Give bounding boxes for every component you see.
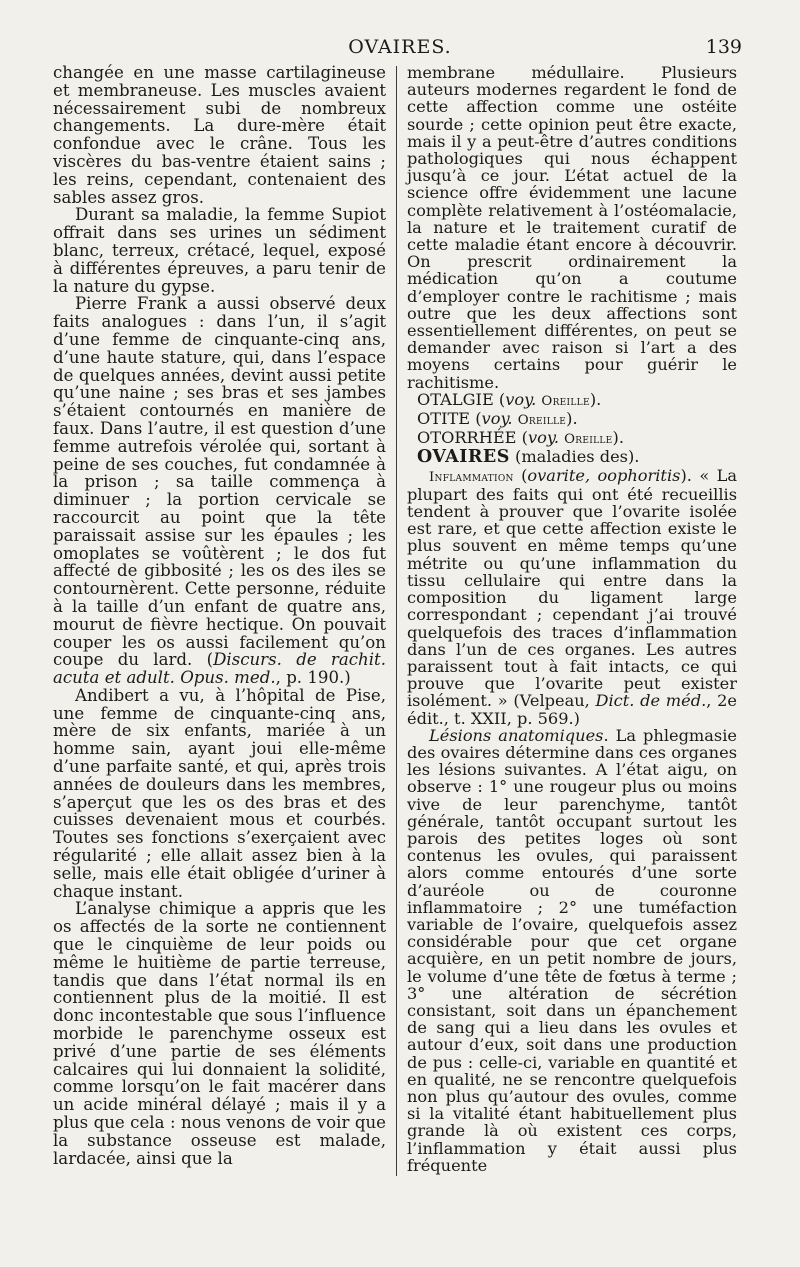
- section-text: . La phlegmasie des ovaires détermine dans ces organes les lésions suivantes. A l’état aigu, on observe : 1° une rougeur plus ou moins vive de leur parenchyme, tantôt générale, tantôt occupant surtout les parois des petites loges où sont contenus les ovules, qui paraissent alors comme entourés d’une sorte d’auréole ou de couronne inflammatoire ; 2° une tuméfaction variable de l’ovaire, quelquefois assez considérable pour que cet organe acquière, en un petit nombre de jours, le volume d’une tête de fœtus à terme ; 3° une altération de sécrétion consistant, soit dans un épanchement de sang qui a lieu dans les ovules et autour d’eux, soit dans une production de pus : celle-ci, variable en quantité et en qualité, ne se rencontre quelquefois non plus qu’autour des ovules, comme si la vitalité étant habituellement plus grande là où existent ces corps, l’inflammation y était aussi plus fréquente: [407, 725, 738, 1175]
- entry-headword: OTORRHÉE: [417, 428, 517, 448]
- citation-page: , 2e édit., t. XXII, p. 569.): [407, 691, 738, 728]
- entry-otalgie: OTALGIE (voy. Oreille).: [417, 389, 602, 409]
- citation-page: , p. 190.): [275, 668, 351, 688]
- cross-reference: Oreille: [564, 432, 613, 448]
- left-column: [53, 64, 386, 1167]
- section-lesions: [407, 727, 737, 1174]
- entry-headword: OTITE: [417, 409, 471, 429]
- page-header: [0, 36, 800, 64]
- paragraph: Durant sa maladie, la femme Supiot offrait dans ses urines un sédiment blanc, terreux, crétacé, lequel, exposé à différentes épreuves, a paru tenir de la nature du gypse.: [53, 205, 386, 296]
- paragraph: [53, 295, 386, 687]
- entry-otite: OTITE (voy. Oreille).: [417, 409, 578, 429]
- section-text: « La plupart des faits qui ont été recueillis tendent à prouver que l’ovarite isolée est rare, et que cette affection existe le plus souvent en même temps qu’une métrite ou qu’une inflammation du tissu cellulaire qui entre dans la composition du ligament large correspondant ; cependant j’ai trouvé quelquefois des traces d’inflammation dans l’un de ces organes. Les autres paraissent tout à fait intacts, ce qui prouve que l’ovarite peut exister isolément. » (Velpeau,: [407, 465, 738, 711]
- section-synonyms: ovarite, oophoritis: [527, 465, 681, 485]
- entry-ovaires: [407, 448, 737, 466]
- citation-title: Discurs. de rachit. acuta et adult. Opus. med.: [53, 650, 386, 688]
- paragraph-text: Pierre Frank a aussi observé deux faits analogues : dans l’un, il s’agit d’une femme de cinquante-cinq ans, d’une haute stature, qui, dans l’espace de quelques années, devint aussi petite qu’une naine ; ses bras et ses jambes s’étaient contournés en manière de faux. Dans l’autre, il est question d’une femme autrefois vérolée qui, sortant à peine de ses couches, fut condamnée à la prison ; sa taille commença à diminuer ; la portion cervicale se raccourcit au point que la tête paraissait assise sur les épaules ; les omoplates se voûtèrent ; le dos fut affecté de gibbosité ; les os des iles se contournèrent. Cette personne, réduite à la taille d’un enfant de quatre ans, mourut de fièvre hectique. On pouvait couper les os aussi facilement qu’on coupe du lard. (: [53, 294, 386, 670]
- citation-title: Dict. de méd.: [595, 691, 707, 711]
- entry-qualifier: (maladies des).: [515, 447, 640, 467]
- paragraph: L’analyse chimique a appris que les os affectés de la sorte ne contiennent que le cinquième de leur poids ou même le huitième de partie terreuse, tandis que dans l’état normal ils en contiennent plus de la moitié. Il est donc incontestable que sous l’influence morbide le parenchyme osseux est privé d’une partie de ses éléments calcaires qui lui donnaient la solidité, comme lorsqu’on le fait macérer dans un acide minéral délayé ; mais il y a plus que cela : nous venons de voir que la substance osseuse est malade, lardacée, ainsi que la: [53, 899, 386, 1168]
- paragraph: Andibert a vu, à l’hôpital de Pise, une femme de cinquante-cinq ans, mère de six enfants, mariée à un homme sain, ayant joui elle-même d’une parfaite santé, et qui, après trois années de douleurs dans les membres, s’aperçut que les os des bras et des cuisses devenaient mous et courbés. Toutes ses fonctions s’exerçaient avec régularité ; elle allait assez bien à la selle, mais elle était obligée d’uriner à chaque instant.: [53, 685, 386, 901]
- entry-headword-bold: OVAIRES: [417, 447, 510, 468]
- paragraph: membrane médullaire. Plusieurs auteurs modernes regardent le fond de cette affection comme une ostéite sourde ; cette opinion peut être exacte, mais il y a peut-être d’autres conditions pathologiques qui nous échappent jusqu’à ce jour. L’état actuel de la science offre évidemment une lacune complète relativement à l’ostéomalacie, la nature et le traitement curatif de cette maladie étant encore à découvrir. On prescrit ordinairement la médication qu’on a coutume d’employer contre le rachitisme ; mais outre que les deux affections sont essentiellement différentes, on peut se demander avec raison si l’art a des moyens certains pour guérir le rachitisme.: [407, 63, 737, 392]
- right-column: [407, 64, 737, 1174]
- see-also-label: voy.: [527, 428, 559, 448]
- see-also-label: voy.: [481, 409, 513, 429]
- section-label: Lésions anatomiques: [429, 725, 604, 745]
- running-title: OVAIRES.: [348, 36, 452, 58]
- section-label: Inflammation: [429, 469, 514, 485]
- entry-headword: OTALGIE: [417, 389, 494, 409]
- cross-reference: Oreille: [517, 413, 567, 429]
- page-number: 139: [705, 36, 742, 58]
- see-also-label: voy.: [505, 389, 537, 409]
- section-inflammation: Inflammation (ovarite, oophoritis). « La plupart des faits qui ont été recueillis tendent à prouver que l’ovarite isolée est rare, et que cette affection existe le plus souvent en même temps qu’une métrite ou qu’une inflammation du tissu cellulaire qui entre dans la composition du ligament large correspondant ; cependant j’ai trouvé quelquefois des traces d’inflammation dans l’un de ces organes. Les autres paraissent tout à fait intacts, ce qui prouve que l’ovarite peut exister isolément. » (Velpeau, Dict. de méd., 2e édit., t. XXII, p. 569.): [407, 465, 738, 728]
- cross-reference: Oreille: [541, 393, 590, 409]
- paragraph: changée en une masse cartilagineuse et membraneuse. Les muscles avaient nécessairement subi de nombreux changements. La dure-mère était confondue avec le crâne. Tous les viscères du bas-ventre étaient sains ; les reins, cependant, contenaient des sables assez gros.: [53, 63, 386, 207]
- column-divider: [396, 66, 397, 1176]
- entry-otorrhee: OTORRHÉE (voy. Oreille).: [417, 428, 624, 448]
